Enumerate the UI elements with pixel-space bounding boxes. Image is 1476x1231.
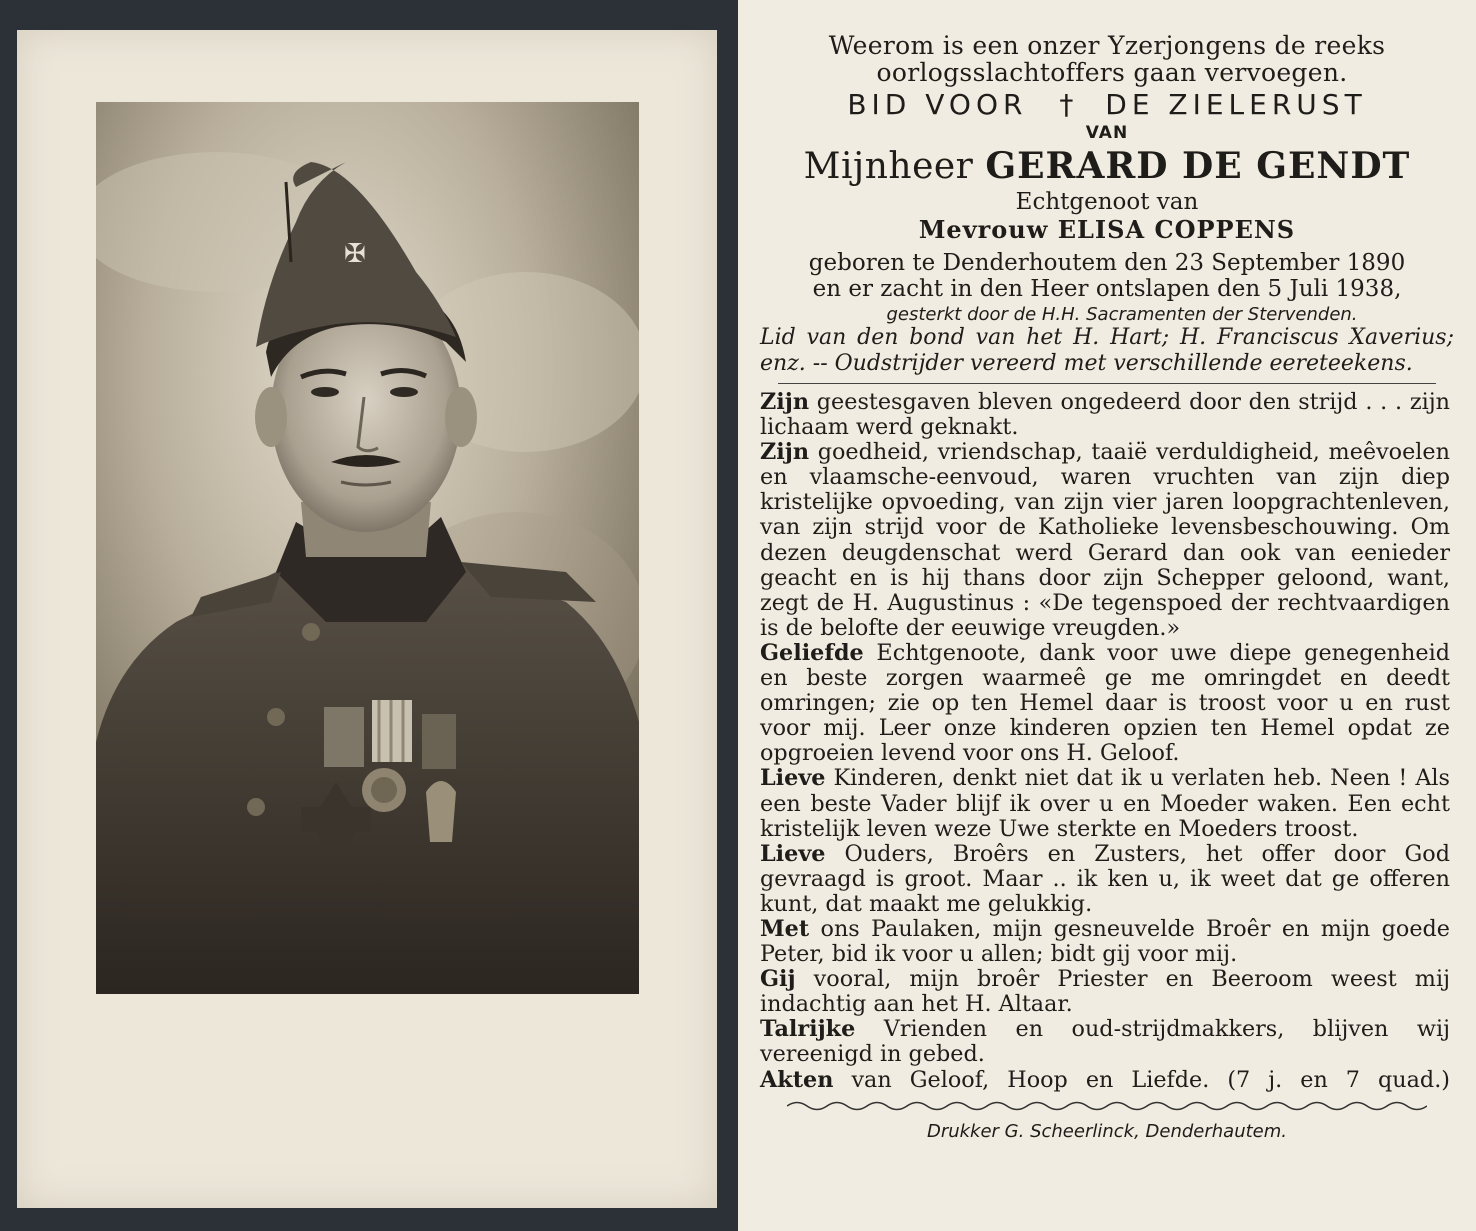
svg-text:✠: ✠ (344, 239, 366, 269)
paragraph: Talrijke Vrienden en oud-strijdmakkers, blijven wij vereenigd in gebed. (760, 1016, 1450, 1068)
deceased-name-line (738, 145, 1476, 187)
dates-block (738, 250, 1476, 302)
paragraph: Lieve Ouders, Broêrs en Zusters, het offer door God gevraagd is groot. Maar .. ik ken u, ik weet dat ge offeren kunt, dat maakt me gelukkig. (760, 840, 1450, 917)
died-line: en er zacht in den Heer ontslapen den 5 Juli 1938, (812, 276, 1402, 302)
cross-icon: † (1059, 88, 1074, 121)
portrait-illustration (96, 102, 639, 994)
paragraph: Zijn geestesgaven bleven ongedeerd door den strijd . . . zijn lichaam werd geknakt. (760, 389, 1450, 441)
photo-card (17, 30, 717, 1208)
paragraph: Met ons Paulaken, mijn gesneuvelde Broêr en mijn goede Peter, bid ik voor u allen; bidt gij voor mij. (760, 915, 1450, 968)
spouse-name: Mevrouw ELISA COPPENS (918, 215, 1296, 244)
intro-text (738, 32, 1476, 86)
born-line: geboren te Denderhoutem den 23 September 1890 (808, 250, 1406, 276)
spouse-prefix: Echtgenoot van (1015, 189, 1199, 215)
divider (778, 383, 1436, 384)
wavy-rule (787, 1099, 1427, 1113)
paragraph: Lieve Kinderen, denkt niet dat ik u verlaten heb. Neen ! Als een beste Vader blijf ik over u en Moeder waken. Een echt kristelijk leven weze Uwe sterkte en Moeders troost. (760, 765, 1450, 842)
paragraph: Zijn goedheid, vriendschap, taaië verduldigheid, meêvoelen en vlaamsche-eenvoud, waren vruchten van zijn diep kristelijke opvoeding, van zijn vier jaren loopgrachtenleven, van zijn strijd voor de Katholieke levensbeschouwing. Om dezen deugdenschat werd Gerard dan ook van eenieder geacht en is hij thans door zijn Schepper geloond, want, zegt de H. Augustinus : «De tegenspoed der rechtvaardigen is de belofte der eeuwige vreugden.» (760, 439, 1450, 641)
message-body (738, 390, 1476, 1093)
bid-voor-text: BID VOOR (847, 88, 1028, 121)
text-card (738, 0, 1476, 1231)
title-prefix: Mijnheer (803, 146, 974, 187)
printer-line: Drukker G. Scheerlinck, Denderhautem. (926, 1120, 1288, 1142)
sacraments-line: gesterkt door de H.H. Sacramenten der Stervenden. (886, 304, 1358, 325)
intro-line-1: Weerom is een onzer Yzerjongens de reeks (828, 31, 1386, 60)
deceased-name: GERARD DE GENDT (985, 145, 1411, 187)
paragraph: Gij vooral, mijn broêr Priester en Beeroom weest mij indachtig aan het H. Altaar. (760, 966, 1450, 1018)
membership-text: Lid van den bond van het H. Hart; H. Franciscus Xaverius; enz. -- Oudstrijder vereerd met verschillende eereteekens. (760, 325, 1454, 376)
paragraph: Geliefde Echtgenoote, dank voor uwe diepe genegenheid en beste zorgen waarmeê ge me omringdet en deedt omringen; zie op ten Hemel daar is troost voor u en rust voor mij. Leer onze kinderen opzien ten Hemel opdat ze opgroeien levend voor ons H. Geloof. (760, 639, 1450, 767)
prayer-heading (738, 88, 1476, 121)
intro-line-2: oorlogsslachtoffers gaan vervoegen. (876, 58, 1348, 87)
paragraph: Akten van Geloof, Hoop en Liefde. (7 j. en 7 quad.) (760, 1066, 1450, 1093)
soldier-portrait-photo (96, 102, 639, 994)
zielerust-text: DE ZIELERUST (1105, 88, 1367, 121)
van-text: VAN (1085, 123, 1129, 143)
